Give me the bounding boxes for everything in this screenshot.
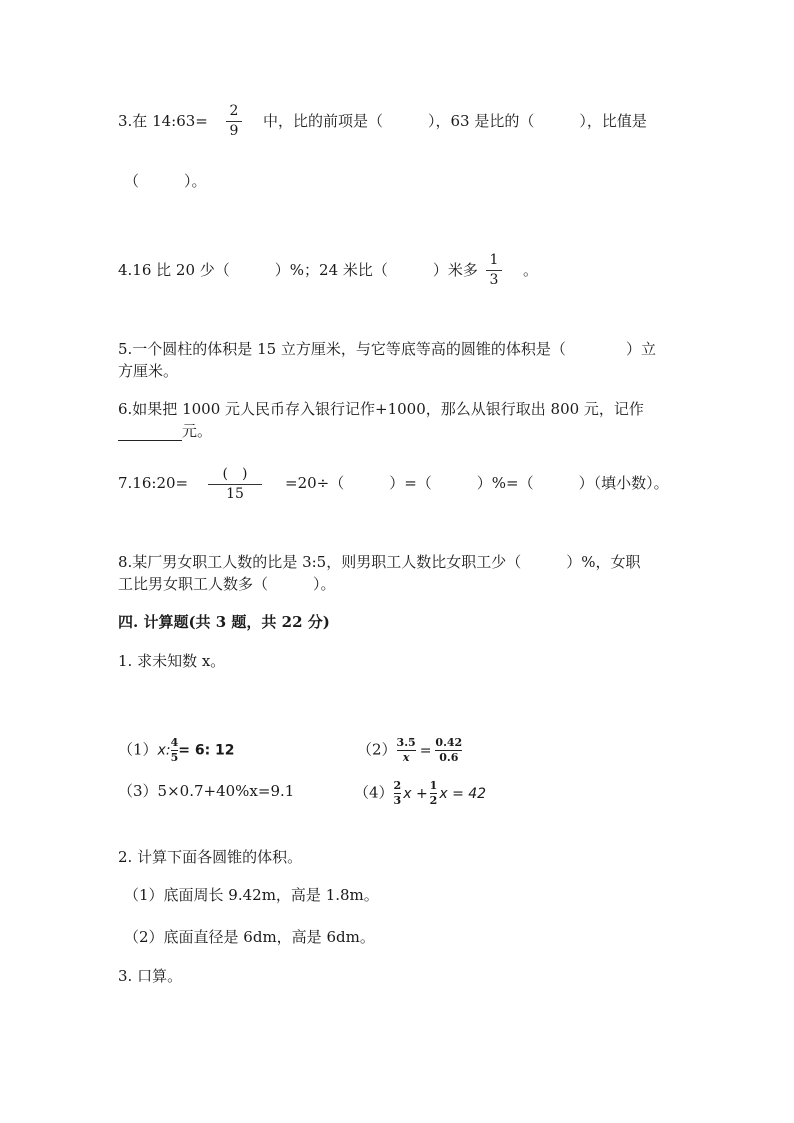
q8-line1: 8.某厂男女职工人数的比是 3:5，则男职工人数比女职工少（ ）%，女职 [118,553,641,571]
calc1-p1-frac-num: 4 [170,736,179,749]
calc1-p4-label: （4） [354,783,394,802]
q4-frac-denominator: 3 [489,272,499,288]
q3-frac-denominator: 9 [229,123,239,139]
calc1-title: 1. 求未知数 x。 [118,652,226,670]
calc1-problem-1 [118,737,235,764]
q7-suffix: =20÷（ ）=（ ）%=（ ）（填小数）。 [285,474,669,492]
calc1-problem-4 [354,780,486,807]
calc1-p4-mid: x + [403,785,428,802]
calc3-title: 3. 口算。 [118,967,183,985]
q3-frac-numerator: 2 [229,103,239,119]
q3-middle-text: 中，比的前项是（ ），63 是比的（ ），比值是 [263,112,647,130]
q7-frac-denominator: 15 [226,486,244,502]
q3-prefix: 3.在 14:63= [118,112,208,130]
calc1-p2-equals: = [419,742,432,759]
calc1-p1-x: x: [157,742,171,759]
calc1-p2-right-fraction [435,737,462,764]
q6-line1: 6.如果把 1000 元人民币存入银行记作+1000，那么从银行取出 800 元，记作 [118,400,644,418]
q7-prefix: 7.16:20= [118,474,189,492]
section-4-heading: 四. 计算题(共 3 题，共 22 分) [118,613,330,631]
q5-line2: 方厘米。 [118,362,179,380]
calc1-p2-left-fraction [397,737,416,764]
q7-fraction [208,466,262,503]
q8-line2: 工比男女职工人数多（ ）。 [118,575,336,593]
calc1-p2-left-num: 3.5 [396,736,416,749]
calc1-p4-f1-den: 3 [393,794,402,807]
calc1-p4-f1-num: 2 [393,779,402,792]
calc1-p4-f2-num: 1 [429,779,438,792]
calc1-p4-rest: x = 42 [439,785,487,802]
q4-frac-bar [486,270,502,271]
q7-frac-numerator: ( ) [222,466,248,482]
q3-fraction [226,103,242,140]
calc1-problem-2 [357,737,462,764]
calc1-p4-f2-den: 2 [429,794,438,807]
calc2-title: 2. 计算下面各圆锥的体积。 [118,848,303,866]
calc2-problem-1: （1）底面周长 9.42m，高是 1.8m。 [124,886,379,904]
q6-line2-suffix: 元。 [182,422,213,440]
q4-frac-numerator: 1 [489,252,499,268]
calc1-p2-right-den: 0.6 [439,751,459,764]
calc1-p2-label: （2） [357,740,397,759]
calc1-problem-3: （3）5×0.7+40%x=9.1 [118,782,295,800]
q6-line2 [118,421,212,441]
q4-prefix: 4.16 比 20 少（ ）%；24 米比（ ）米多 [118,261,478,279]
q3-frac-bar [226,121,242,122]
calc2-problem-2: （2）底面直径是 6dm，高是 6dm。 [124,928,375,946]
q4-suffix: 。 [523,261,539,279]
calc1-p1-rest: = 6: 12 [178,742,235,759]
calc1-p2-left-den: x [402,751,410,764]
calc1-p1-label: （1） [118,740,158,759]
q5-line1: 5.一个圆柱的体积是 15 立方厘米，与它等底等高的圆锥的体积是（ ）立 [118,340,656,358]
q4-fraction [486,252,502,289]
calc1-p1-frac-den: 5 [170,751,179,764]
q6-answer-blank [118,426,182,441]
q7-frac-bar [208,484,262,485]
calc1-p2-right-num: 0.42 [435,736,463,749]
q3-line2: （ ）。 [124,172,207,190]
